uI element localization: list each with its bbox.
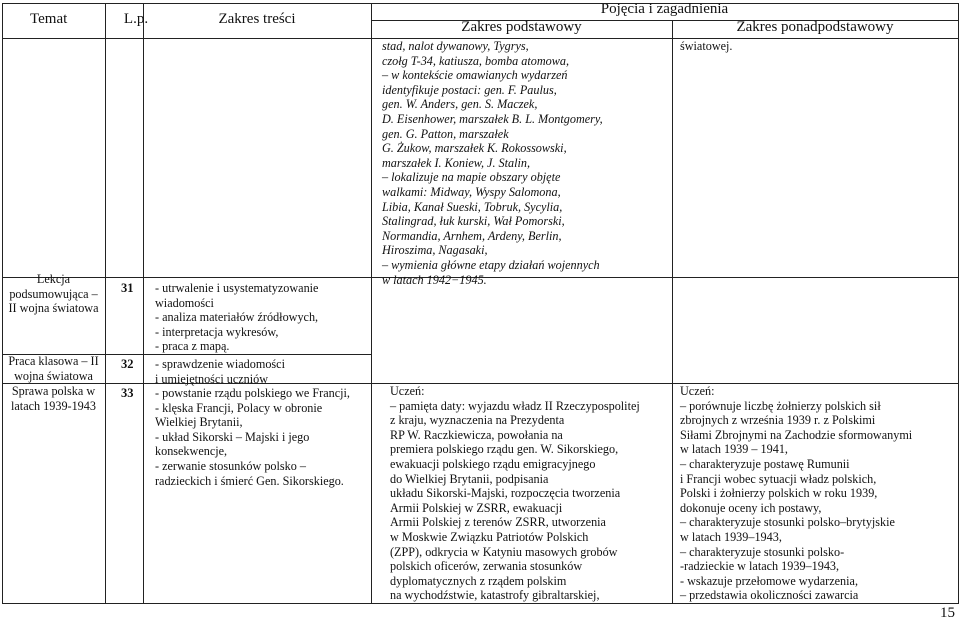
row-33-extended-skills: Uczeń: – porównuje liczbę żołnierzy polskich sił zbrojnych z września 1939 r. z Polskimi Siłami Zbrojnymi na Zachodzie sformowanymi w latach 1939 – 1941, – charakteryzuje postawę Rumunii i Francji wobec sytuacji władz polskich, Polski i żołnierzy polskich w roku 1939, dokonuje oceny ich postawy, – charakteryzuje stosunki polsko–brytyjskie w latach 1939–1943, – charakteryzuje stosunki polsko- -radzieckie w latach 1939–1943, - wskazuje przełomowe wydarzenia, – przedstawia okoliczności zawarcia [680,384,913,603]
row-32-number: 32 [121,357,134,371]
header-zakres-tresci: Zakres treści [218,11,296,27]
row-31-number: 31 [121,281,134,295]
row-33-number: 33 [121,386,134,400]
continuation-basic-text: stad, nalot dywanowy, Tygrys, czołg T-34, katiusza, bomba atomowa, – w kontekście omawianych wydarzeń identyfikuje postaci: gen. F. Paulus, gen. W. Anders, gen. S. Maczek, D. Eisenhower, marszałek B. L. Montgomery, gen. G. Patton, marszałek G. Żukow, marszałek K. Rokossowski, marszałek I. Koniew, J. Stalin, – lokalizuje na mapie obszary objęte walkami: Midway, Wyspy Salomona, Libia, Kanał Sueski, Tobruk, Sycylia, Stalingrad, łuk kurski, Wał Pomorski, Normandia, Arnhem, Ardeny, Berlin, Hiroszima, Nagasaki, – wymienia główne etapy działań wojennych w latach 1942−1945. [382,39,603,287]
continuation-extended-text: światowej. [680,39,733,53]
rule-right [958,3,959,604]
header-ponadpodstawowy: Zakres ponadpodstawowy [736,19,894,35]
row-33-topic: Sprawa polska w latach 1939-1943 [11,384,96,413]
header-pojecia: Pojęcia i zagadnienia [600,1,729,17]
header-lp: L.p. [123,11,149,27]
rule-pojecia [371,3,372,604]
rule-lp [105,3,106,604]
row-31-content: - utrwalenie i usystematyzowanie wiadomości - analiza materiałów źródłowych, - interpretacja wykresów, - praca z mapą. [155,281,319,354]
row-33-content: - powstanie rządu polskiego we Francji, - klęska Francji, Polacy w obronie Wielkiej Brytanii, - układ Sikorski – Majski i jego konsekwencje, - zerwanie stosunków polsko – radzieckich i śmierć Gen. Sikorskiego. [155,386,350,488]
page-number: 15 [940,605,955,621]
row-32-topic: Praca klasowa – II wojna światowa [8,354,99,383]
rule-ponad [672,20,673,604]
row-31-topic: Lekcja podsumowująca – II wojna światowa [8,272,99,316]
header-podstawowy: Zakres podstawowy [461,19,582,35]
rule-bottom [2,603,958,604]
row-33-basic-skills: Uczeń: – pamięta daty: wyjazdu władz II Rzeczypospolitej z kraju, wyznaczenia na Prezydenta RP W. Raczkiewicza, powołania na premiera polskiego rządu gen. W. Sikorskiego, ewakuacji polskiego rządu emigracyjnego do Wielkiej Brytanii, podpisania układu Sikorski-Majski, rozpoczęcia tworzenia Armii Polskiej w ZSRR, ewakuacji Armii Polskiej z terenów ZSRR, utworzenia w Moskwie Związku Patriotów Polskich (ZPP), odkrycia w Katyniu masowych grobów polskich oficerów, zerwania stosunków dyplomatycznych z rządem polskim na wychodźstwie, katastrofy gibraltarskiej, [390,384,640,603]
row-32-content: - sprawdzenie wiadomości i umiejętności uczniów [155,357,285,386]
header-temat: Temat [30,11,68,27]
rule-zakres [143,3,144,604]
